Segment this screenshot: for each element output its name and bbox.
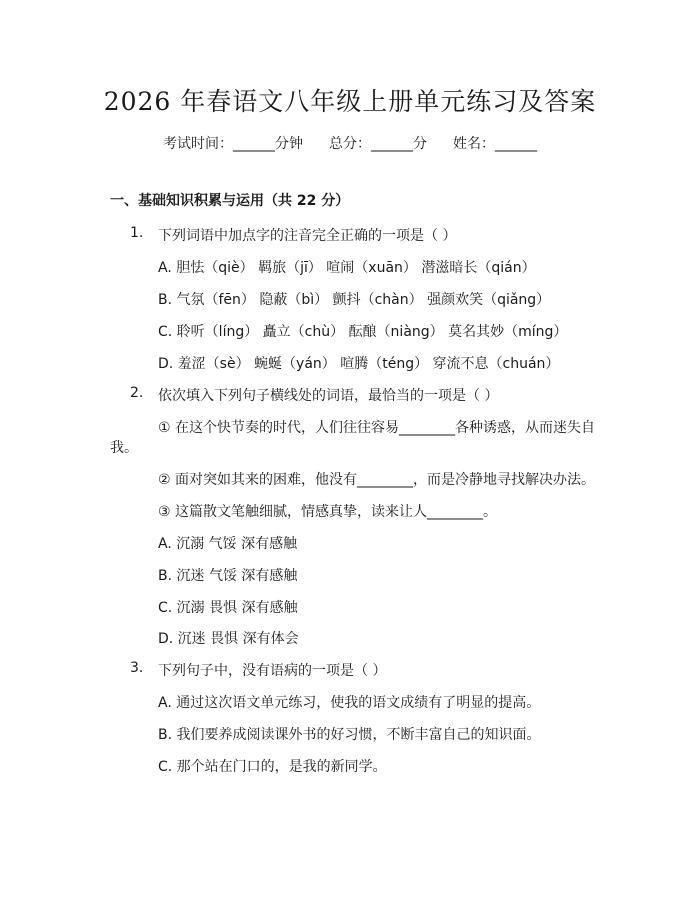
option-d: D. 羞涩（sè） 蜿蜒（yán） 喧腾（téng） 穿流不息（chuán）: [158, 356, 560, 372]
option-d: D. 沉迷 畏惧 深有体会: [158, 631, 299, 647]
sentence-1: ① 在这个快节奏的时代，人们往往容易________各种诱惑，从而迷失自: [158, 420, 595, 436]
question-text: 下列句子中，没有语病的一项是（ ）: [158, 663, 387, 679]
section-heading: 一、基础知识积累与运用（共 22 分）: [110, 193, 350, 209]
option-a: A. 通过这次语文单元练习，使我的语文成绩有了明显的提高。: [158, 695, 541, 711]
question-number: 3.: [130, 660, 144, 676]
option-b: B. 我们要养成阅读课外书的好习惯，不断丰富自己的知识面。: [158, 727, 541, 743]
question-text: 下列词语中加点字的注音完全正确的一项是（ ）: [158, 228, 457, 244]
question-text: 依次填入下列句子横线处的词语，最恰当的一项是（ ）: [158, 388, 499, 404]
option-b: B. 气氛（fēn） 隐蔽（bì） 颤抖（chàn） 强颜欢笑（qiǎng）: [158, 292, 551, 308]
sentence-2: ② 面对突如其来的困难，他没有________，而是冷静地寻找解决办法。: [158, 472, 595, 488]
sentence-3: ③ 这篇散文笔触细腻，情感真挚，读来让人________。: [158, 504, 497, 520]
exam-score: 总分：______分: [329, 136, 427, 152]
option-c: C. 沉溺 畏惧 深有感触: [158, 600, 298, 616]
option-c: C. 那个站在门口的，是我的新同学。: [158, 759, 387, 775]
option-b: B. 沉迷 气馁 深有感触: [158, 568, 298, 584]
sentence-1-continued: 我。: [110, 440, 138, 456]
question-number: 1.: [130, 225, 144, 241]
option-a: A. 沉溺 气馁 深有感触: [158, 536, 298, 552]
page-title: 2026 年春语文八年级上册单元练习及答案: [103, 87, 597, 116]
option-c: C. 聆听（líng） 矗立（chù） 酝酿（niàng） 莫名其妙（míng）: [158, 324, 568, 340]
option-a: A. 胆怯（qiè） 羁旅（jī） 喧闹（xuān） 潜滋暗长（qián）: [158, 260, 536, 276]
exam-info-line: [0, 133, 700, 153]
question-number: 2.: [130, 385, 144, 401]
exam-time: 考试时间：______分钟: [163, 136, 303, 152]
exam-name: 姓名：______: [453, 136, 537, 152]
